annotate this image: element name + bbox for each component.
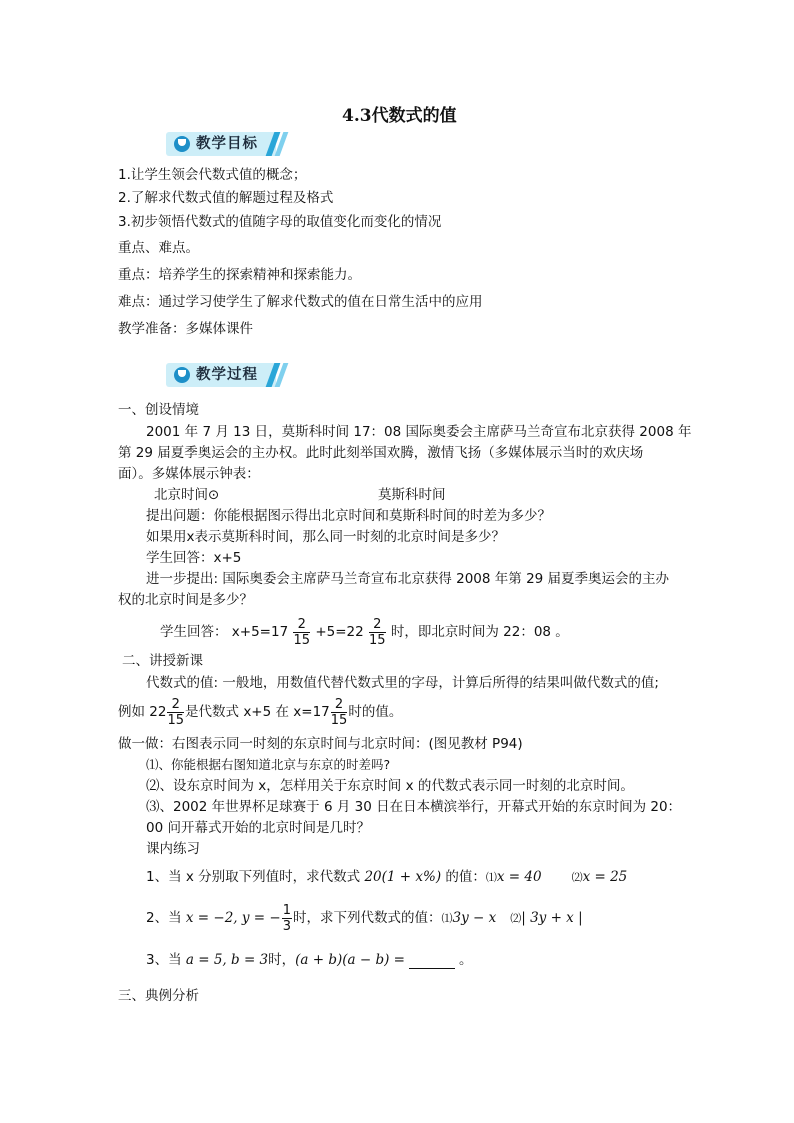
process-banner-label: 教学过程 — [196, 367, 258, 383]
fraction: $\frac{2}{15}$ — [330, 696, 348, 728]
fraction: $\frac{2}{15}$ — [369, 616, 386, 648]
try-question-3-line1: ⑶、2002 年世界杯足球赛于 6 月 30 日在日本横滨举行，开幕式开始的东京时间为 20： — [146, 799, 682, 815]
try-question-2: ⑵、设东京时间为 x，怎样用关于东京时间 x 的代数式表示同一时刻的北京时间。 — [146, 778, 634, 794]
key-point: 重点：培养学生的探索精神和探索能力。 — [118, 267, 361, 283]
definition-line1: 代数式的值: 一般地，用数值代替代数式里的字母，计算后所得的结果叫做代数式的值; — [146, 675, 659, 691]
objective-2: 2.了解求代数式值的解题过程及格式 — [118, 190, 334, 206]
process-banner — [166, 363, 288, 387]
answer-calculation: 学生回答： x+5=17 $\frac{2}{15}$ +5=22 $\frac{2}{15}$ 时，即北京时间为 22：08 。 — [160, 616, 569, 648]
try-it-intro: 做一做：右图表示同一时刻的东京时间与北京时间：(图见教材 P94) — [118, 736, 523, 752]
clock-label-moscow: 莫斯科时间 — [378, 487, 446, 503]
scenario-para-line2: 第 29 届夏季奥运会的主办权。此时此刻举国欢腾，激情飞扬（多媒体展示当时的欢庆场 — [118, 445, 644, 461]
question-further-line1: 进一步提出: 国际奥委会主席萨马兰奇宣布北京获得 2008 年第 29 届夏季奥运会的主办 — [146, 571, 670, 587]
try-question-3-line2: 00 问开幕式开始的北京时间是几时？ — [146, 820, 370, 836]
fraction: $\frac{2}{15}$ — [167, 696, 185, 728]
question-beijing-time: 如果用x表示莫斯科时间，那么同一时刻的北京时间是多少？ — [146, 529, 505, 545]
answer-expression: 学生回答：x+5 — [146, 550, 242, 566]
key-points-heading: 重点、难点。 — [118, 240, 199, 256]
question-further-line2: 权的北京时间是多少？ — [118, 592, 253, 608]
difficult-point: 难点：通过学习使学生了解求代数式的值在日常生活中的应用 — [118, 294, 483, 310]
clock-label-beijing: 北京时间⊙ — [154, 487, 220, 503]
try-question-1: ⑴、你能根据右图知道北京与东京的时差吗? — [146, 757, 391, 772]
trophy-icon — [174, 367, 190, 383]
heading-new-lesson: 二、讲授新课 — [122, 653, 203, 669]
practice-heading: 课内练习 — [146, 841, 200, 857]
fraction: $\frac{1}{3}$ — [282, 902, 291, 934]
exercise-2: 2、当 x = −2, y = − $\frac{1}{3}$ 时，求下列代数式的值：⑴3y − x ⑵| 3y + x | — [146, 902, 583, 934]
fraction: $\frac{2}{15}$ — [293, 616, 311, 648]
scenario-para-line3: 面）。多媒体展示钟表： — [118, 466, 260, 482]
question-time-difference: 提出问题：你能根据图示得出北京时间和莫斯科时间的时差为多少？ — [146, 508, 551, 524]
objective-1: 1.让学生领会代数式值的概念； — [118, 167, 307, 183]
heading-scenario: 一、创设情境 — [118, 402, 199, 418]
exercise-1: 1、当 x 分别取下列值时，求代数式 20(1 + x%) 的值：⑴x = 40 ⑵x = 25 — [146, 869, 628, 885]
objective-3: 3.初步领悟代数式的值随字母的取值变化而变化的情况 — [118, 214, 442, 230]
trophy-icon — [174, 136, 190, 152]
objectives-banner-label: 教学目标 — [196, 136, 258, 152]
objectives-banner — [166, 132, 288, 156]
exercise-3: 3、当 a = 5, b = 3时，(a + b)(a − b) = 。 — [146, 952, 473, 968]
scenario-para-line1: 2001 年 7 月 13 日，莫斯科时间 17：08 国际奥委会主席萨马兰奇宣布北京获得 2008 年 — [146, 424, 692, 440]
teaching-preparation: 教学准备：多媒体课件 — [118, 321, 253, 337]
heading-examples: 三、典例分析 — [118, 988, 199, 1004]
definition-line2: 例如 22 $\frac{2}{15}$ 是代数式 x+5 在 x=17 $\frac{2}{15}$ 时的值。 — [118, 696, 403, 728]
answer-blank — [409, 968, 455, 969]
page-title: 4.3代数式的值 — [342, 106, 457, 126]
